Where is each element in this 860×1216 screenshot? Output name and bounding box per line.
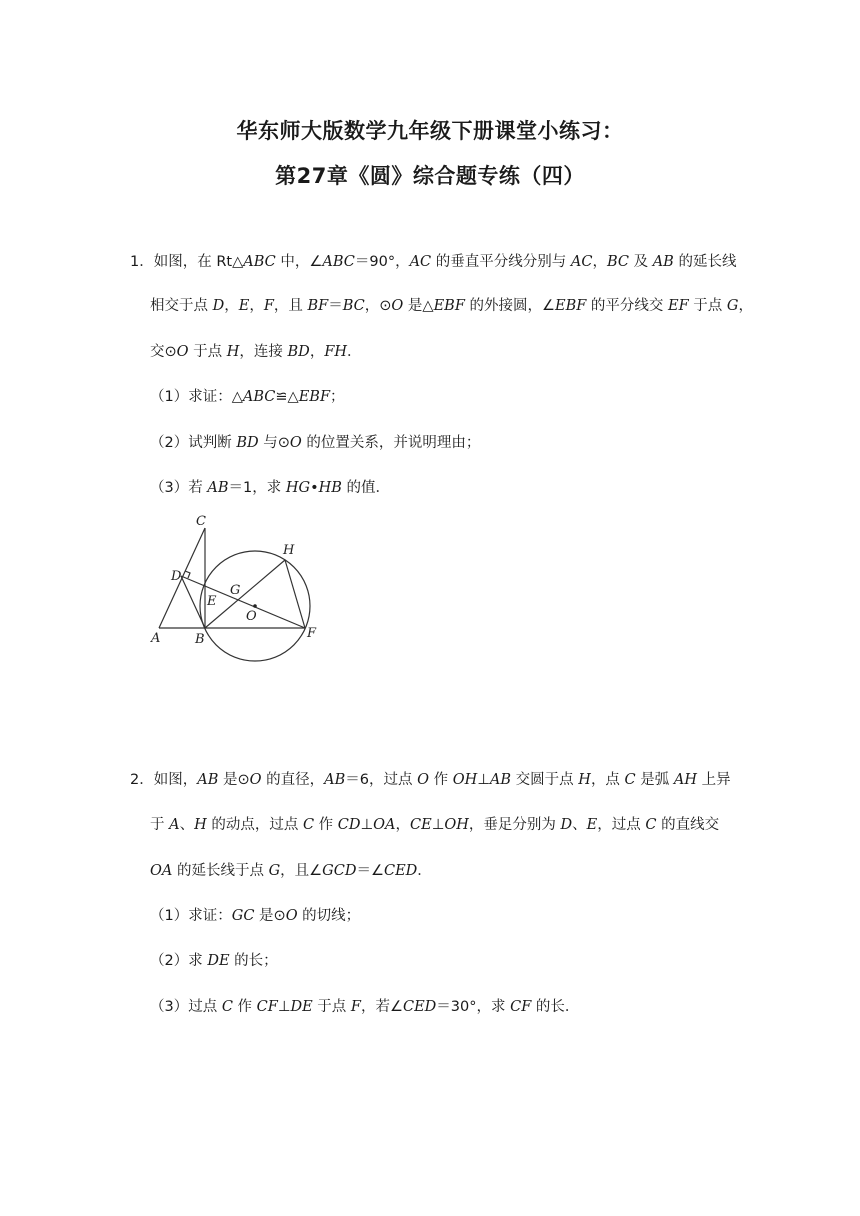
- math-var: F: [350, 999, 361, 1015]
- math-var: BC: [342, 298, 365, 314]
- doc-title-line1: 华东师大版数学九年级下册课堂小练习：: [236, 119, 624, 143]
- text-seg: 作: [232, 999, 257, 1015]
- math-var: GC: [231, 908, 255, 924]
- math-var: BD: [236, 435, 259, 451]
- math-var: C: [645, 817, 657, 833]
- math-var: G: [268, 863, 281, 879]
- math-var: O: [391, 298, 404, 314]
- q2-sub3: [150, 997, 579, 1017]
- q1-text-line3: [150, 342, 362, 362]
- text-seg: ，: [309, 344, 325, 360]
- text-seg: 是弧: [635, 772, 674, 788]
- label-c: C: [196, 514, 206, 529]
- math-var: ABC: [322, 254, 355, 270]
- text-seg: ，且∠: [280, 863, 323, 879]
- math-var: AB: [324, 772, 346, 788]
- text-seg: 的直径，: [261, 772, 325, 788]
- label-a: A: [151, 631, 161, 646]
- text-seg: △: [231, 389, 243, 405]
- math-var: AC: [570, 254, 593, 270]
- text-seg: 的平分线交: [586, 298, 669, 314]
- text-seg: 的长；: [229, 953, 278, 969]
- math-var: CED: [383, 863, 418, 879]
- math-var: AH: [673, 772, 697, 788]
- text-seg: ，: [592, 254, 607, 270]
- text-seg: △: [287, 389, 299, 405]
- math-var: F: [263, 298, 274, 314]
- label-b: B: [195, 632, 205, 647]
- text-seg: 于点: [312, 999, 351, 1015]
- text-seg: 是⊙: [218, 772, 250, 788]
- math-var: C: [624, 772, 636, 788]
- text-seg: ⊥: [477, 772, 490, 788]
- text-seg: 1．如图，在 Rt: [130, 254, 233, 270]
- math-var: CED: [402, 999, 437, 1015]
- text-seg: 与⊙: [258, 435, 290, 451]
- math-var: C: [221, 999, 233, 1015]
- text-seg: 及: [628, 254, 653, 270]
- label-o: O: [246, 609, 257, 624]
- math-var: EBF: [555, 298, 587, 314]
- text-seg: 是⊙: [254, 908, 286, 924]
- doc-title-line2: 第27章《圆》综合题专练（四）: [275, 164, 585, 188]
- text-seg: ，点: [590, 772, 625, 788]
- text-seg: 的垂直平分线分别与: [431, 254, 571, 270]
- q1-text-line2: [150, 296, 753, 316]
- math-var: DE: [207, 953, 230, 969]
- math-var: GCD: [322, 863, 357, 879]
- text-seg: 是: [403, 298, 423, 314]
- text-seg: 的延长线: [673, 254, 737, 270]
- math-var: O: [289, 435, 302, 451]
- math-var: OH: [452, 772, 478, 788]
- text-seg: 于点: [188, 344, 227, 360]
- label-d: D: [171, 569, 182, 584]
- math-var: O: [417, 772, 430, 788]
- label-f: F: [307, 626, 317, 641]
- math-var: AC: [409, 254, 432, 270]
- math-var: E: [238, 298, 250, 314]
- text-seg: ，过点: [597, 817, 646, 833]
- text-seg: ⊥: [277, 999, 291, 1015]
- text-seg: ，若∠: [360, 999, 403, 1015]
- text-seg: ，且: [273, 298, 308, 314]
- text-seg: ⊥: [360, 817, 374, 833]
- math-var: ABC: [242, 389, 276, 405]
- text-seg: 于点: [688, 298, 727, 314]
- text-seg: 的动点，过点: [206, 817, 303, 833]
- text-seg: （1）求证：: [150, 908, 232, 924]
- math-var: O: [285, 908, 298, 924]
- text-seg: ，⊙: [364, 298, 392, 314]
- text-seg: 的外接圆，∠: [464, 298, 555, 314]
- q2-text-line2: [150, 815, 719, 835]
- line-bh: [205, 560, 285, 628]
- label-e: E: [207, 594, 217, 609]
- math-var: OH: [444, 817, 469, 833]
- text-seg: 作: [429, 772, 453, 788]
- text-seg: 交⊙: [150, 344, 177, 360]
- text-seg: 中，∠: [275, 254, 323, 270]
- text-seg: 交圆于点: [511, 772, 579, 788]
- math-var: AB: [489, 772, 512, 788]
- math-var: AB: [207, 480, 229, 496]
- q2-text-line3: [150, 861, 432, 881]
- text-seg: ＝1，求: [228, 480, 286, 496]
- text-seg: △: [422, 298, 434, 314]
- label-h: H: [283, 543, 295, 558]
- math-var: OA: [373, 817, 396, 833]
- text-seg: 的延长线于点: [172, 863, 269, 879]
- q1-sub1: [150, 387, 345, 407]
- math-var: CF: [256, 999, 278, 1015]
- math-var: AB: [652, 254, 674, 270]
- q1-sub3: [150, 478, 390, 498]
- math-var: EF: [668, 298, 689, 314]
- math-var: BD: [287, 344, 310, 360]
- text-seg: ．: [347, 344, 362, 360]
- text-seg: 相交于点: [150, 298, 213, 314]
- q1-text-line1: [130, 252, 736, 272]
- q1-geometry-figure: [145, 510, 345, 670]
- text-seg: ⊥: [431, 817, 445, 833]
- math-var: D: [560, 817, 573, 833]
- math-var: EBF: [298, 389, 331, 405]
- text-seg: （3）过点: [150, 999, 222, 1015]
- text-seg: 、: [572, 817, 587, 833]
- math-var: FH: [324, 344, 348, 360]
- math-var: HB: [318, 480, 342, 496]
- math-var: AB: [197, 772, 219, 788]
- text-seg: 的直线交: [656, 817, 720, 833]
- math-var: BC: [606, 254, 629, 270]
- math-var: H: [578, 772, 591, 788]
- text-seg: 的长．: [531, 999, 580, 1015]
- math-var: OA: [150, 863, 173, 879]
- text-seg: 上异: [697, 772, 731, 788]
- math-var: BF: [307, 298, 329, 314]
- math-var: O: [249, 772, 262, 788]
- center-dot: [253, 604, 257, 608]
- q2-sub2: [150, 951, 278, 971]
- line-hf: [285, 560, 305, 628]
- text-seg: （1）求证：: [150, 389, 232, 405]
- math-var: H: [194, 817, 207, 833]
- text-seg: ，: [224, 298, 239, 314]
- text-seg: （2）求: [150, 953, 208, 969]
- math-var: EBF: [433, 298, 465, 314]
- text-seg: ＝∠: [356, 863, 384, 879]
- label-g: G: [230, 583, 241, 598]
- text-seg: ＝90°，: [354, 254, 410, 270]
- text-seg: ；: [330, 389, 345, 405]
- text-seg: 的切线；: [297, 908, 361, 924]
- text-seg: ．: [417, 863, 432, 879]
- math-var: G: [726, 298, 739, 314]
- line-db: [181, 576, 205, 628]
- text-seg: ＝: [328, 298, 343, 314]
- text-seg: ，: [249, 298, 264, 314]
- text-seg: 、: [179, 817, 195, 833]
- math-var: C: [302, 817, 315, 833]
- text-seg: ＝6，过点: [345, 772, 418, 788]
- math-var: CF: [510, 999, 532, 1015]
- q1-sub2: [150, 433, 480, 453]
- right-angle-mark: [185, 571, 190, 578]
- text-seg: ，垂足分别为: [468, 817, 561, 833]
- math-var: ABC: [243, 254, 276, 270]
- math-var: O: [176, 344, 189, 360]
- text-seg: 的值．: [341, 480, 391, 496]
- math-var: E: [586, 817, 598, 833]
- text-seg: ，: [738, 298, 753, 314]
- text-seg: △: [232, 254, 244, 270]
- text-seg: 的位置关系，并说明理由；: [301, 435, 481, 451]
- text-seg: ，: [395, 817, 411, 833]
- text-seg: 2．如图，: [130, 772, 198, 788]
- text-seg: （2）试判断: [150, 435, 237, 451]
- math-var: A: [169, 817, 180, 833]
- text-seg: ＝30°，求: [436, 999, 511, 1015]
- q2-sub1: [150, 906, 360, 926]
- math-var: HG: [285, 480, 311, 496]
- math-var: CD: [337, 817, 361, 833]
- math-var: CE: [410, 817, 432, 833]
- math-var: H: [226, 344, 240, 360]
- math-var: D: [212, 298, 225, 314]
- text-seg: ≌: [275, 389, 288, 405]
- text-seg: 作: [314, 817, 338, 833]
- text-seg: ，连接: [239, 344, 288, 360]
- q2-text-line1: [130, 770, 731, 790]
- text-seg: （3）若: [150, 480, 208, 496]
- text-seg: 于: [150, 817, 170, 833]
- text-seg: •: [310, 480, 319, 496]
- math-var: DE: [290, 999, 313, 1015]
